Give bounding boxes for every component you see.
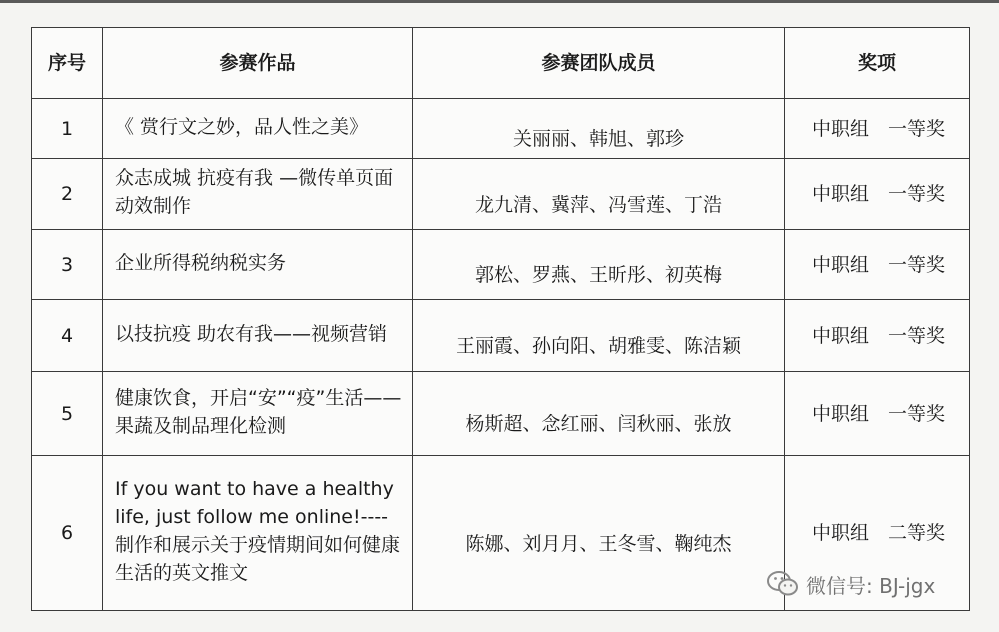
row-work: 企业所得税纳税实务 xyxy=(103,230,413,300)
top-border-line xyxy=(0,0,999,3)
row-members: 郭松、罗燕、王昕彤、初英梅 xyxy=(413,230,785,300)
row-no: 1 xyxy=(32,99,103,159)
table-row xyxy=(32,159,970,230)
wechat-watermark xyxy=(766,569,935,599)
row-work: 《 赏行文之妙，品人性之美》 xyxy=(103,99,413,159)
row-award: 中职组 一等奖 xyxy=(811,117,945,140)
table-row xyxy=(32,300,970,372)
table-row xyxy=(32,230,970,300)
table-row xyxy=(32,372,970,456)
row-award: 中职组 一等奖 xyxy=(811,324,945,347)
row-award: 中职组 二等奖 xyxy=(811,522,945,544)
row-work: 以技抗疫 助农有我——视频营销 xyxy=(103,300,413,372)
row-members: 龙九清、冀萍、冯雪莲、丁浩 xyxy=(413,159,785,230)
header-members: 参赛团队成员 xyxy=(413,28,785,99)
header-row xyxy=(32,28,970,99)
row-award: 中职组 一等奖 xyxy=(811,253,945,276)
header-award: 奖项 xyxy=(785,28,970,99)
row-no: 2 xyxy=(32,159,103,230)
row-no: 4 xyxy=(32,300,103,372)
table-row xyxy=(32,99,970,159)
row-work: 众志成城 抗疫有我 —微传单页面动效制作 xyxy=(103,159,413,230)
row-members: 杨斯超、念红丽、闫秋丽、张放 xyxy=(413,372,785,456)
row-no: 5 xyxy=(32,372,103,456)
row-members: 王丽霞、孙向阳、胡雅雯、陈洁颖 xyxy=(413,300,785,372)
row-work: 健康饮食，开启“安”“疫”生活——果蔬及制品理化检测 xyxy=(103,372,413,456)
row-award: 中职组 一等奖 xyxy=(811,402,945,425)
header-no: 序号 xyxy=(32,28,103,99)
row-award: 中职组 一等奖 xyxy=(811,183,945,205)
wechat-icon xyxy=(766,569,800,599)
awards-table xyxy=(31,27,970,611)
row-no: 3 xyxy=(32,230,103,300)
row-work: If you want to have a healthy life, just follow me online!----制作和展示关于疫情期间如何健康生活的英文推文 xyxy=(103,456,413,611)
row-members: 关丽丽、韩旭、郭珍 xyxy=(413,99,785,159)
row-members: 陈娜、刘月月、王冬雪、鞠纯杰 xyxy=(413,456,785,611)
row-no: 6 xyxy=(32,456,103,611)
watermark-text: 微信号: BJ-jgx xyxy=(806,573,936,598)
header-work: 参赛作品 xyxy=(103,28,413,99)
